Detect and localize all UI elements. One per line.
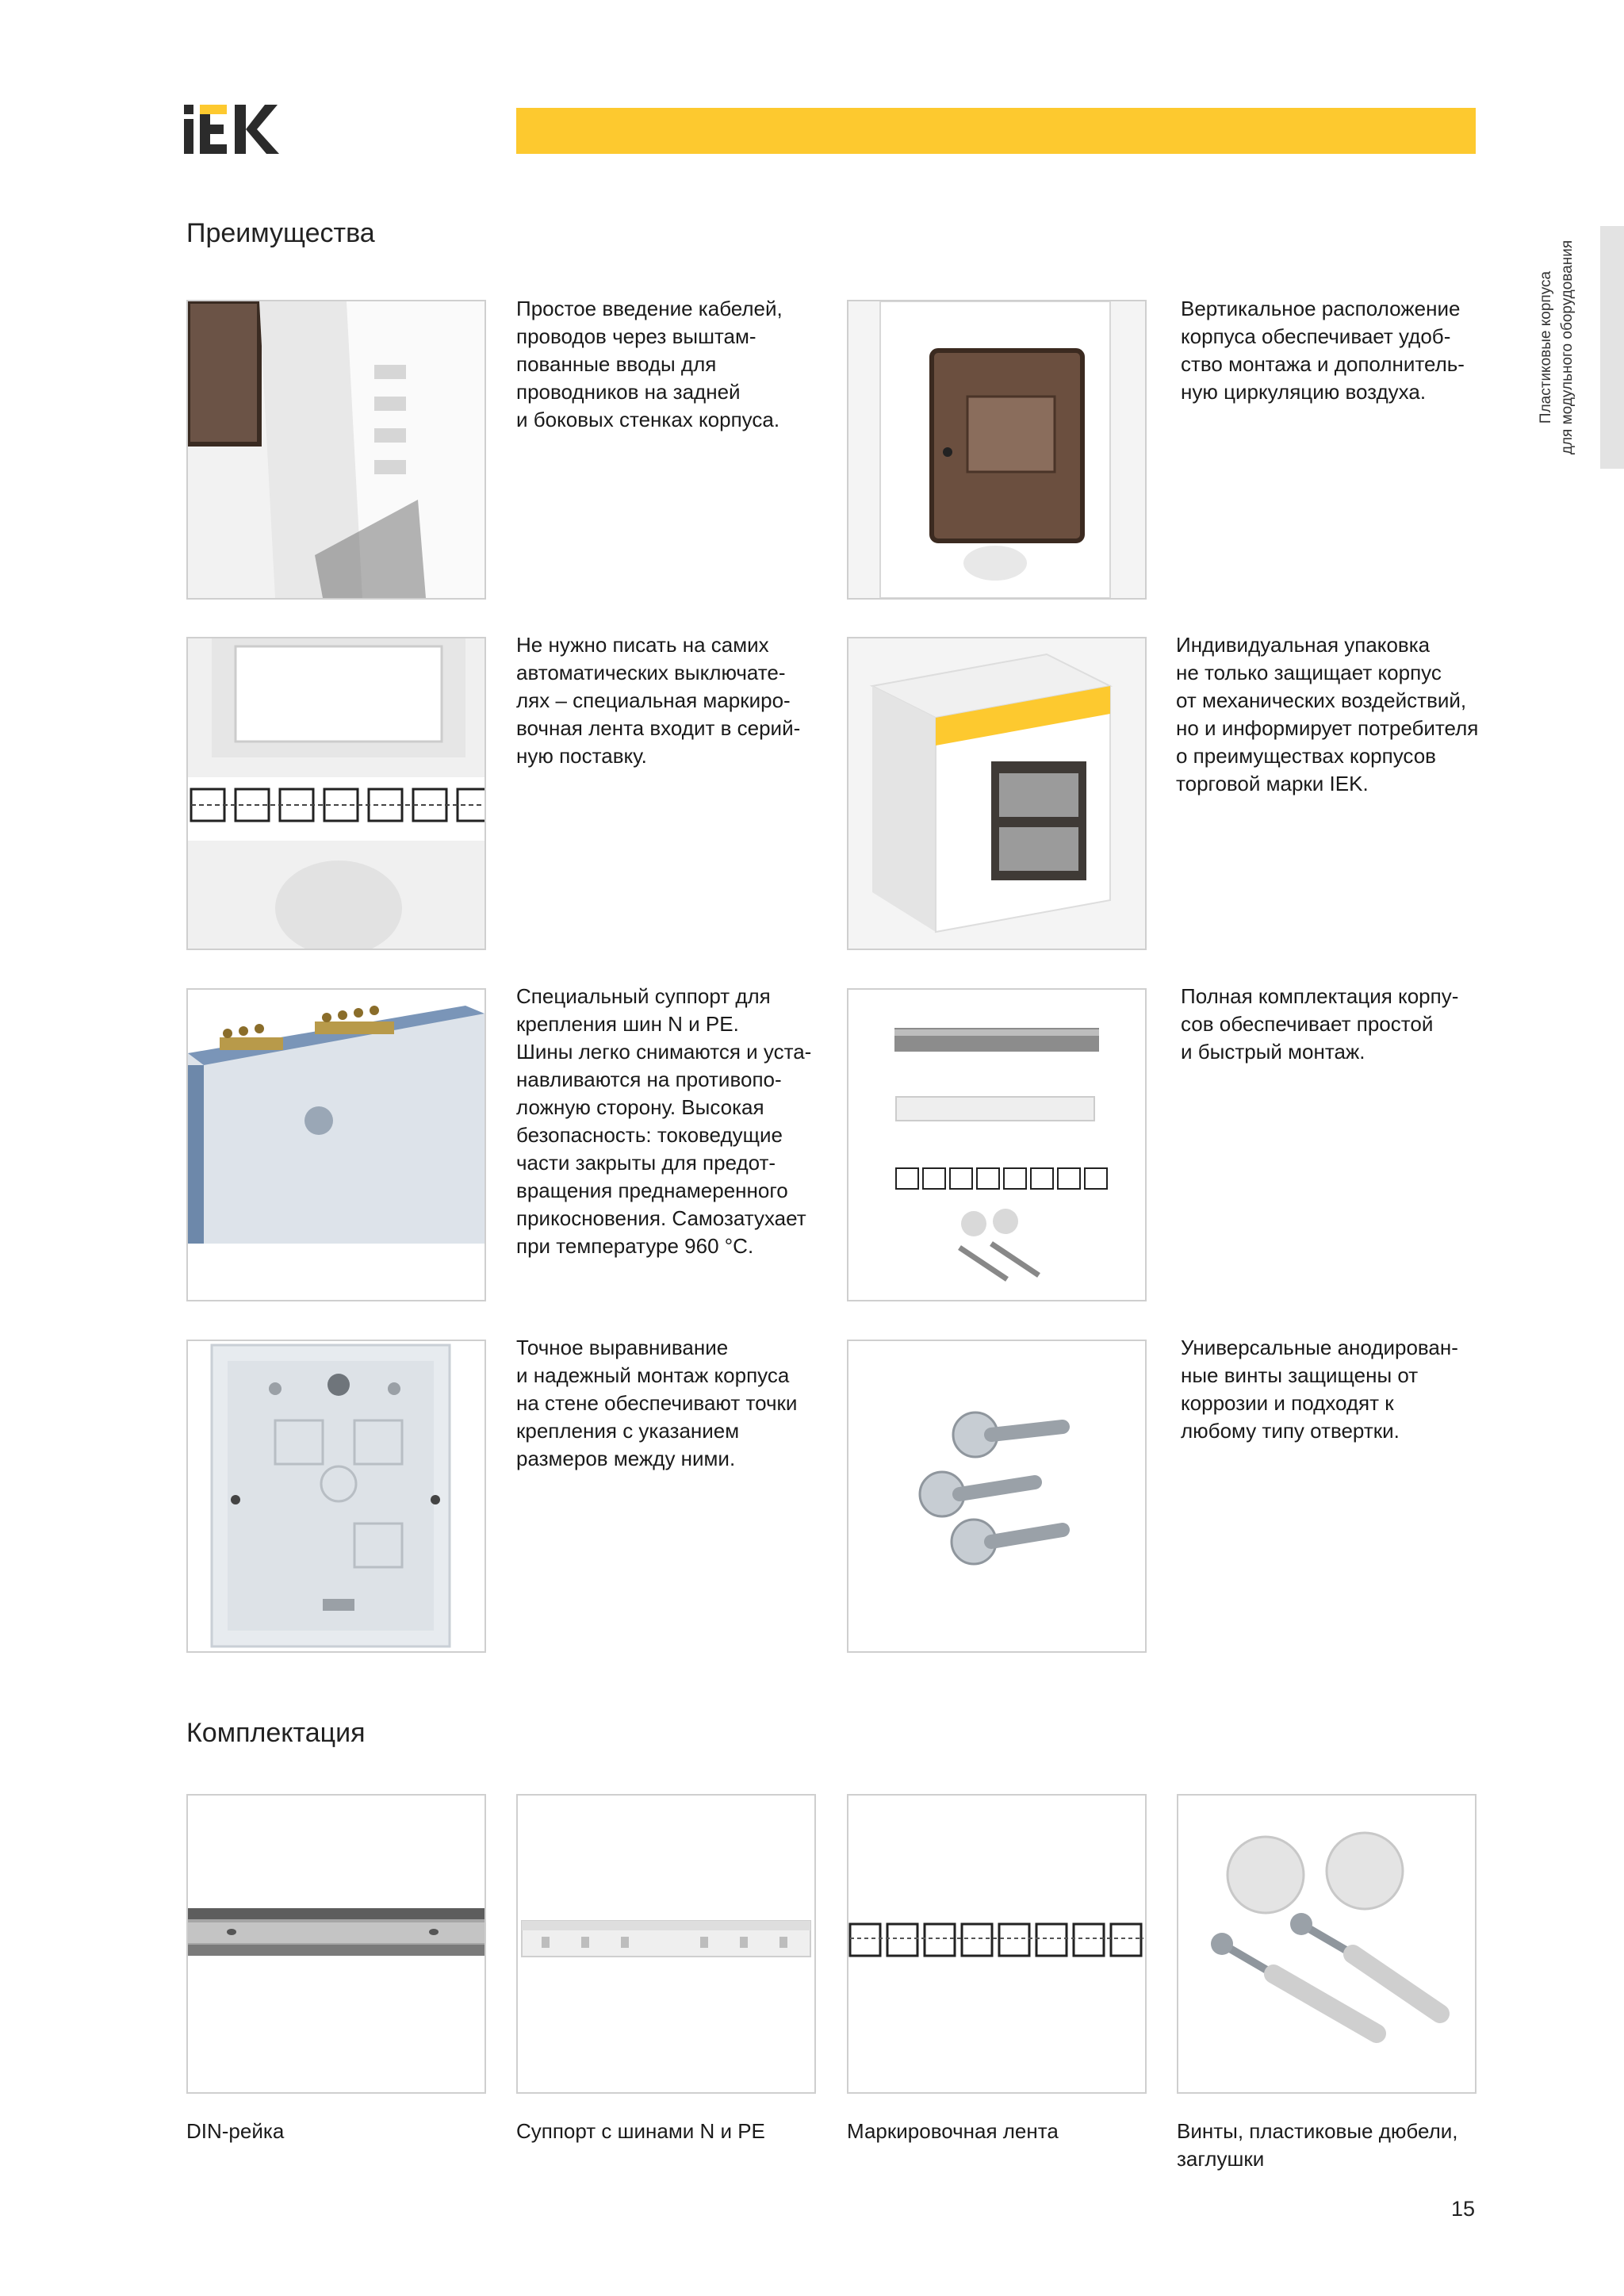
advantage-image-3 xyxy=(186,637,486,950)
advantage-image-1 xyxy=(186,300,486,600)
advantage-text-7: Точное выравнивание и надежный монтаж корпуса на стене обеспечивают точки крепления с указанием размеров между ними. xyxy=(516,1336,798,1470)
kit-caption-busbar-support: Суппорт с шинами N и PE xyxy=(516,2119,765,2143)
advantage-text-1: Простое введение кабелей, проводов через выштам- пованные вводы для проводников на задней и боковых стенках корпуса. xyxy=(516,297,783,431)
iek-logo xyxy=(184,105,279,154)
advantage-text-2: Вертикальное расположение корпуса обеспечивает удоб- ство монтажа и дополнитель- ную циркуляцию воздуха. xyxy=(1181,297,1465,404)
kit-image-din-rail xyxy=(186,1794,486,2094)
kit-image-screws-dowels-caps xyxy=(1177,1794,1477,2094)
advantage-image-2 xyxy=(847,300,1147,600)
kit-caption-din-rail: DIN-рейка xyxy=(186,2119,285,2143)
kit-caption-screws: Винты, пластиковые дюбели, заглушки xyxy=(1177,2119,1458,2171)
advantage-text-4: Индивидуальная упаковка не только защищает корпус от механических воздействий, но и информирует потребителя о преимуществах корпусов торговой марки IEK. xyxy=(1176,633,1479,795)
side-label-line1: Пластиковые корпуса xyxy=(1538,270,1554,424)
advantage-image-4 xyxy=(847,637,1147,950)
side-label-line2: для модульного оборудования xyxy=(1559,240,1576,455)
side-section-label xyxy=(1521,226,1592,469)
header-accent-bar xyxy=(516,108,1476,154)
advantage-image-8 xyxy=(847,1340,1147,1653)
advantage-image-7 xyxy=(186,1340,486,1653)
kit-image-marking-tape xyxy=(847,1794,1147,2094)
kit-image-busbar-support xyxy=(516,1794,816,2094)
advantage-image-6 xyxy=(847,988,1147,1301)
kit-title: Комплектация xyxy=(186,1718,366,1748)
advantage-text-3: Не нужно писать на самих автоматических выключате- лях – специальная маркиро- вочная лента входит в серий- ную поставку. xyxy=(516,633,801,768)
advantage-text-8: Универсальные анодирован- ные винты защищены от коррозии и подходят к любому типу отвертки. xyxy=(1181,1336,1458,1443)
side-tab-marker xyxy=(1600,226,1624,469)
page-number: 15 xyxy=(1450,2197,1475,2221)
advantage-text-5: Специальный суппорт для крепления шин N и PE. Шины легко снимаются и уста- навливаются на противопо- ложную сторону. Высокая безопасность: токоведущие части закрыты для предот- вращения преднамеренного прикосновения. Самозатухает при температуре 960 °С. xyxy=(516,984,812,1258)
advantage-image-5 xyxy=(186,988,486,1301)
advantage-text-6: Полная комплектация корпу- сов обеспечивает простой и быстрый монтаж. xyxy=(1181,984,1459,1064)
kit-caption-marking-tape: Маркировочная лента xyxy=(847,2119,1059,2143)
advantages-title: Преимущества xyxy=(186,218,375,248)
